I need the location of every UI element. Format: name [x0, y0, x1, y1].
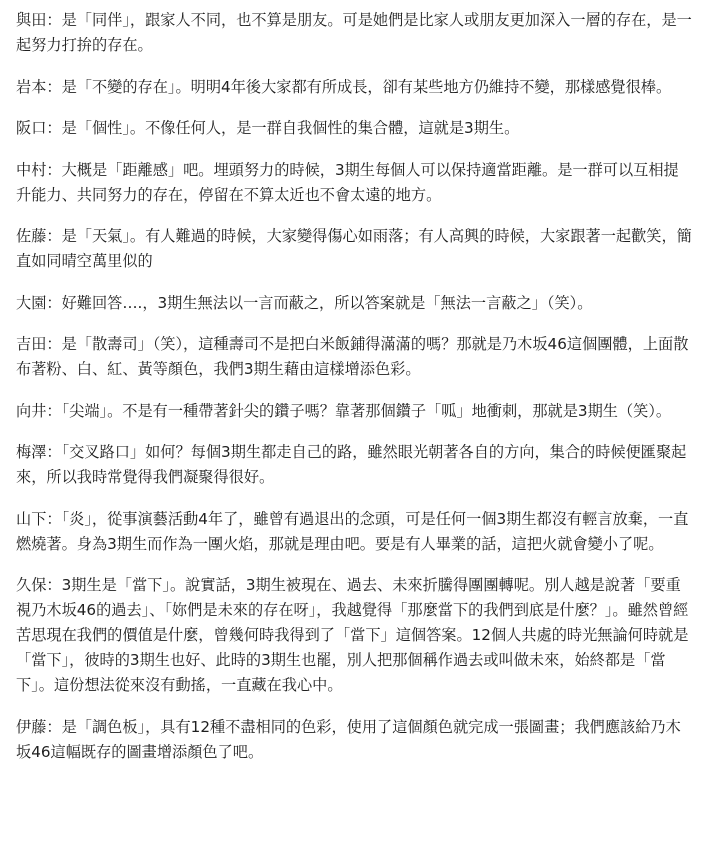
member-answer-ito: 伊藤：是「調色板」，具有12種不盡相同的色彩，使用了這個顏色就完成一張圖畫；我們應該給乃木坂46這幅既存的圖畫增添顏色了吧。: [16, 717, 681, 761]
member-answer-iwamoto: 岩本：是「不變的存在」。明明4年後大家都有所成長，卻有某些地方仍維持不變，那樣感覺很棒。: [16, 77, 672, 96]
member-answer-sakaguchi: 阪口：是「個性」。不像任何人，是一群自我個性的集合體，這就是3期生。: [16, 119, 520, 137]
member-answer-yoda: 與田：是「同伴」，跟家人不同，也不算是朋友。可是她們是比家人或朋友更加深入一層的存在，是一起努力打拚的存在。: [16, 11, 692, 54]
member-answer-yamashita: 山下：「炎」，從事演藝活動4年了，雖曾有過退出的念頭，可是任何一個3期生都沒有輕言放棄，一直燃燒著。身為3期生而作為一團火焰，那就是理由吧。要是有人畢業的話，這把火就會變小了呢。: [16, 509, 689, 553]
member-answer-sato: 佐藤：是「天氣」。有人難過的時候，大家變得傷心如雨落；有人高興的時候，大家跟著一起歡笑，簡直如同晴空萬里似的: [16, 227, 692, 270]
member-answer-kubo: 久保：3期生是「當下」。說實話，3期生被現在、過去、未來折騰得團團轉呢。別人越是說著「要重視乃木坂46的過去」、「妳們是未來的存在呀」，我越覺得「那麼當下的我們到底是什麼？」。雖然曾經苦思現在我們的價值是什麼，曾幾何時我得到了「當下」這個答案。12個人共處的時光無論何時就是「當下」，彼時的3期生也好、此時的3期生也罷，別人把那個稱作過去或叫做未來，始終都是「當下」。這份想法從來沒有動搖，一直藏在我心中。: [16, 576, 689, 694]
member-answer-yoshida: 吉田：是「散壽司」（笑），這種壽司不是把白米飯鋪得滿滿的嗎？那就是乃木坂46這個團體，上面散布著粉、白、紅、黃等顏色，我們3期生藉由這樣增添色彩。: [16, 335, 689, 378]
member-answer-mukai: 向井：「尖端」。不是有一種帶著針尖的鑽子嗎？靠著那個鑽子「呱」地衝刺，那就是3期生（笑）。: [16, 401, 672, 420]
member-answer-ozono: 大園：好難回答….，3期生無法以一言而蔽之，所以答案就是「無法一言蔽之」（笑）。: [16, 293, 593, 312]
member-answer-nakamura: 中村：大概是「距離感」吧。埋頭努力的時候，3期生每個人可以保持適當距離。是一群可以互相提升能力、共同努力的存在，停留在不算太近也不會太遠的地方。: [16, 160, 679, 204]
member-answer-umezawa: 梅澤：「交叉路口」如何？每個3期生都走自己的路，雖然眼光朝著各自的方向，集合的時候便匯聚起來，所以我時常覺得我們凝聚得很好。: [16, 443, 687, 486]
